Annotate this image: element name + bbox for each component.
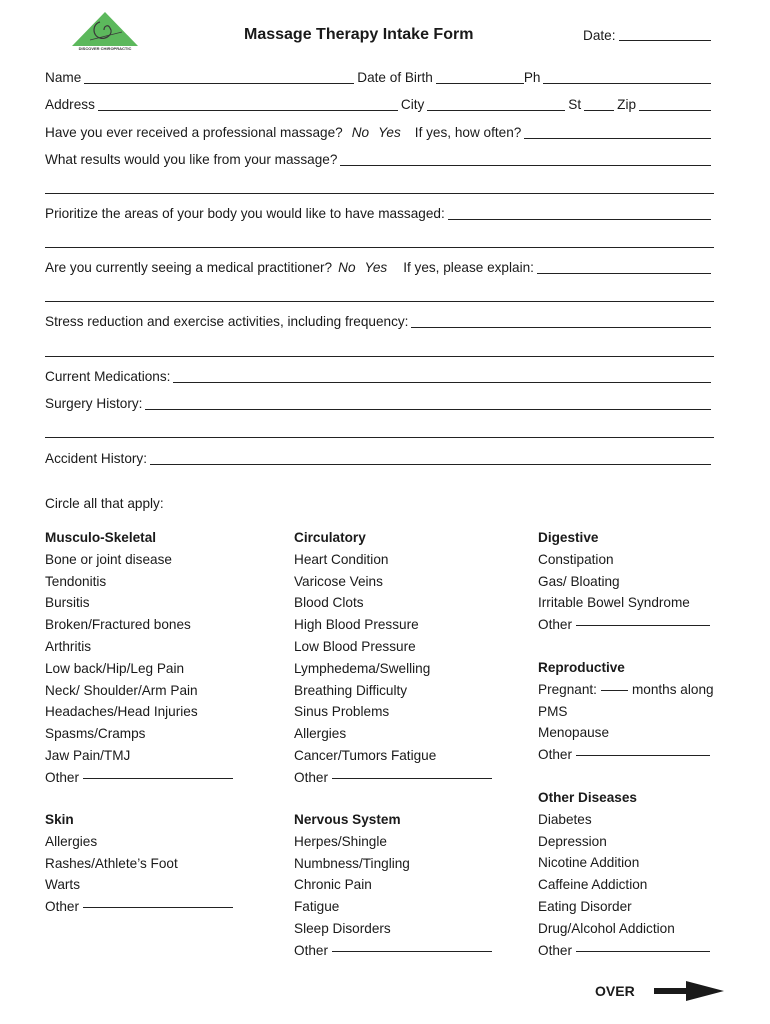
date-label: Date: [583, 28, 616, 43]
logo-text: DISCOVER CHIROPRACTIC [78, 46, 132, 51]
condition-item[interactable]: Allergies [294, 726, 347, 742]
condition-item[interactable]: Eating Disorder [538, 898, 632, 914]
stress-input-line[interactable] [411, 327, 711, 328]
skin-section [45, 809, 233, 918]
condition-item[interactable]: Nicotine Addition [538, 855, 640, 871]
skin-heading: Skin [45, 812, 74, 827]
accident-label: Accident History: [45, 451, 147, 466]
other-diseases-other-line[interactable] [576, 951, 710, 952]
dob-input-line[interactable] [436, 83, 524, 84]
condition-item[interactable]: PMS [538, 703, 568, 719]
how-often-input-line[interactable] [524, 138, 711, 139]
condition-item[interactable]: Jaw Pain/TMJ [45, 747, 131, 763]
medications-input-line[interactable] [173, 382, 711, 383]
musculo-other-label: Other [45, 769, 79, 785]
condition-item[interactable]: Arthritis [45, 638, 92, 654]
condition-item[interactable]: Drug/Alcohol Addiction [538, 920, 675, 936]
massage-no-option[interactable]: No [351, 125, 370, 140]
circulatory-section [294, 527, 492, 789]
practitioner-no-option[interactable]: No [338, 260, 356, 275]
stress-row [45, 314, 714, 330]
condition-item[interactable]: Sinus Problems [294, 704, 390, 720]
other-diseases-section [538, 787, 710, 961]
condition-item[interactable]: Broken/Fractured bones [45, 617, 191, 633]
address-input-line[interactable] [98, 110, 398, 111]
practitioner-question: Are you currently seeing a medical practitioner? [45, 260, 333, 275]
dob-label: Date of Birth [357, 70, 433, 85]
explain-input-line[interactable] [537, 273, 711, 274]
musculo-section [45, 527, 233, 789]
musculo-other-line[interactable] [83, 778, 233, 779]
condition-item[interactable]: Sleep Disorders [294, 920, 391, 936]
digestive-heading: Digestive [538, 530, 599, 545]
results-question: What results would you like from your massage? [45, 152, 338, 167]
skin-other[interactable] [45, 896, 233, 918]
nervous-heading: Nervous System [294, 812, 401, 827]
condition-item[interactable]: Low back/Hip/Leg Pain [45, 660, 185, 676]
practitioner-row [45, 260, 714, 276]
arrow-right-icon [654, 980, 726, 1005]
condition-item[interactable]: Neck/ Shoulder/Arm Pain [45, 682, 198, 698]
massage-yes-option[interactable]: Yes [378, 125, 401, 140]
date-field[interactable] [583, 28, 714, 43]
nervous-other[interactable] [294, 940, 492, 962]
explain-label: If yes, please explain: [403, 260, 534, 275]
pregnant-item[interactable] [538, 679, 714, 701]
skin-other-line[interactable] [83, 907, 233, 908]
musculo-heading: Musculo-Skeletal [45, 530, 157, 545]
phone-label: Ph [523, 70, 541, 85]
reproductive-other-line[interactable] [576, 755, 710, 756]
digestive-section [538, 527, 710, 636]
stress-extra-line[interactable] [45, 356, 714, 357]
zip-label: Zip [617, 97, 637, 112]
prioritize-input-line[interactable] [448, 219, 711, 220]
name-input-line[interactable] [84, 83, 354, 84]
condition-item[interactable]: Chronic Pain [294, 877, 372, 893]
accident-input-line[interactable] [150, 464, 711, 465]
nervous-section [294, 809, 492, 962]
prioritize-row [45, 206, 714, 222]
condition-item[interactable]: Bone or joint disease [45, 551, 172, 567]
medications-label: Current Medications: [45, 369, 171, 384]
accident-row [45, 451, 714, 467]
circle-instruction: Circle all that apply: [45, 496, 164, 511]
circulatory-other[interactable] [294, 767, 492, 789]
condition-item[interactable]: Allergies [45, 833, 98, 849]
surgery-extra-line[interactable] [45, 437, 714, 438]
state-input-line[interactable] [584, 110, 614, 111]
reproductive-section [538, 657, 714, 766]
condition-item[interactable]: Caffeine Addiction [538, 877, 648, 893]
zip-input-line[interactable] [639, 110, 711, 111]
condition-item[interactable]: Herpes/Shingle [294, 833, 387, 849]
state-label: St [568, 97, 582, 112]
condition-item[interactable]: Irritable Bowel Syndrome [538, 595, 690, 611]
reproductive-other-label: Other [538, 747, 572, 763]
surgery-label: Surgery History: [45, 396, 143, 411]
condition-item[interactable]: Numbness/Tingling [294, 855, 410, 871]
practitioner-extra-line[interactable] [45, 301, 714, 302]
form-title: Massage Therapy Intake Form [244, 26, 474, 43]
skin-other-label: Other [45, 899, 79, 915]
condition-item[interactable]: Heart Condition [294, 551, 389, 567]
massage-question: Have you ever received a professional massage? [45, 125, 343, 140]
address-label: Address [45, 97, 95, 112]
condition-item[interactable]: Lymphedema/Swelling [294, 660, 431, 676]
results-extra-line[interactable] [45, 193, 714, 194]
results-row [45, 152, 714, 168]
massage-row [45, 125, 714, 141]
clinic-logo [70, 10, 140, 54]
digestive-other-label: Other [538, 617, 572, 633]
condition-item[interactable]: Blood Clots [294, 595, 364, 611]
prioritize-question: Prioritize the areas of your body you would like to have massaged: [45, 206, 445, 221]
over-label: OVER [595, 983, 635, 999]
address-row [45, 97, 714, 113]
other-diseases-other[interactable] [538, 940, 710, 962]
condition-item[interactable]: Breathing Difficulty [294, 682, 408, 698]
city-input-line[interactable] [427, 110, 565, 111]
condition-item[interactable]: Warts [45, 877, 80, 893]
circulatory-other-label: Other [294, 769, 328, 785]
stress-question: Stress reduction and exercise activities, including frequency: [45, 314, 409, 329]
nervous-other-label: Other [294, 942, 328, 958]
date-input-line[interactable] [619, 40, 712, 41]
condition-item[interactable]: Spasms/Cramps [45, 726, 146, 742]
musculo-other[interactable] [45, 767, 233, 789]
name-label: Name [45, 70, 82, 85]
circulatory-other-line[interactable] [332, 778, 492, 779]
condition-item[interactable]: Rashes/Athlete’s Foot [45, 855, 178, 871]
pregnant-label: Pregnant: [538, 681, 597, 697]
name-row [45, 70, 714, 86]
condition-item[interactable]: Gas/ Bloating [538, 573, 620, 589]
prioritize-extra-line[interactable] [45, 247, 714, 248]
practitioner-yes-option[interactable]: Yes [364, 260, 388, 275]
condition-item[interactable]: Bursitis [45, 595, 90, 611]
months-input-line[interactable] [601, 690, 628, 691]
medications-row [45, 369, 714, 385]
other-diseases-heading: Other Diseases [538, 790, 637, 805]
reproductive-other[interactable] [538, 744, 714, 766]
condition-item[interactable]: Cancer/Tumors Fatigue [294, 747, 437, 763]
results-input-line[interactable] [340, 165, 711, 166]
condition-item[interactable]: Depression [538, 833, 607, 849]
reproductive-heading: Reproductive [538, 660, 625, 675]
nervous-other-line[interactable] [332, 951, 492, 952]
condition-item[interactable]: Low Blood Pressure [294, 638, 416, 654]
condition-item[interactable]: High Blood Pressure [294, 617, 419, 633]
other-diseases-other-label: Other [538, 942, 572, 958]
condition-item[interactable]: Diabetes [538, 811, 592, 827]
condition-item[interactable]: Tendonitis [45, 573, 107, 589]
months-label: months along [631, 681, 714, 697]
digestive-other-line[interactable] [576, 625, 710, 626]
digestive-other[interactable] [538, 614, 710, 636]
condition-item[interactable]: Menopause [538, 725, 610, 741]
circulatory-heading: Circulatory [294, 530, 366, 545]
city-label: City [400, 97, 425, 112]
condition-item[interactable]: Headaches/Head Injuries [45, 704, 198, 720]
surgery-input-line[interactable] [145, 409, 711, 410]
condition-item[interactable]: Constipation [538, 551, 614, 567]
condition-item[interactable]: Fatigue [294, 899, 340, 915]
how-often-label: If yes, how often? [414, 125, 522, 140]
surgery-row [45, 396, 714, 412]
phone-input-line[interactable] [543, 83, 711, 84]
condition-item[interactable]: Varicose Veins [294, 573, 383, 589]
